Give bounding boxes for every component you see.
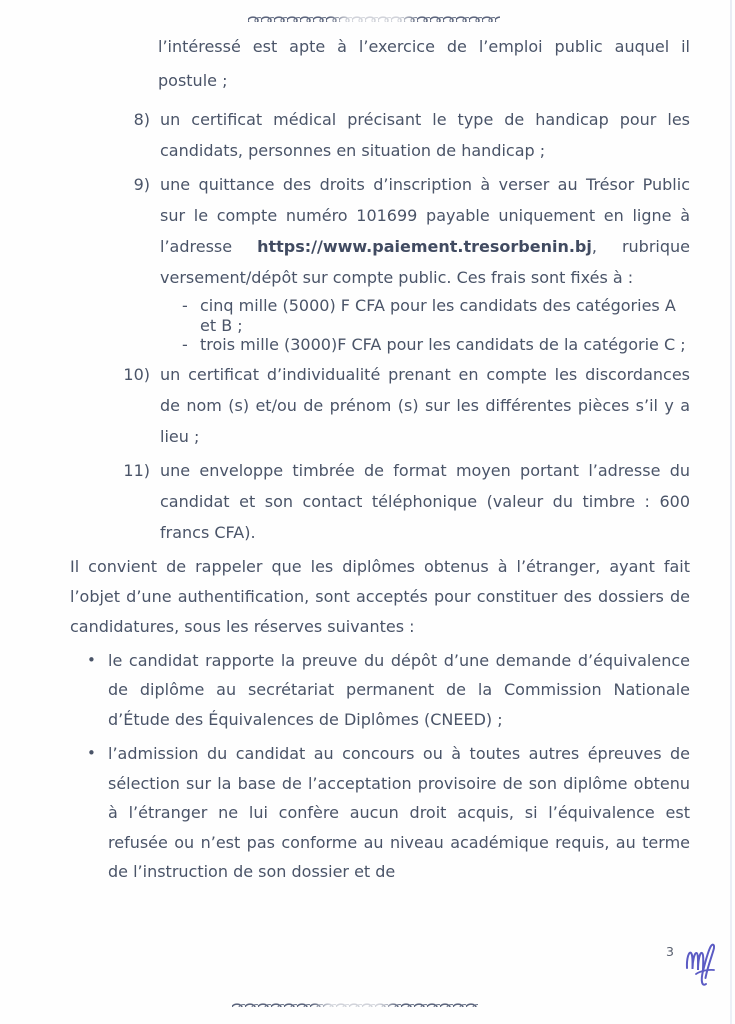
fee-subitem-text: trois mille (3000)F CFA pour les candidats de la catégorie C ; <box>200 335 686 354</box>
paragraph-continuation <box>70 30 690 98</box>
numbered-item-8 <box>70 104 690 166</box>
bullet-marker: • <box>87 650 96 669</box>
item-text-after-url: , rubrique versement/dépôt sur compte public. Ces frais sont fixés à : <box>160 237 690 287</box>
numbered-item-11 <box>70 455 690 548</box>
decorative-chain-rule-bottom <box>232 997 478 1007</box>
item-number: 8) <box>133 110 150 129</box>
bullet-text: le candidat rapporte la preuve du dépôt d’une demande d’équivalence de diplôme au secrétariat permanent de la Commission Nationale d’Étude des Équivalences de Diplômes (CNEED) ; <box>108 650 690 729</box>
bullet-item-1 <box>70 646 690 735</box>
numbered-item-9 <box>70 169 690 293</box>
item-text <box>160 169 690 293</box>
bullet-marker: • <box>87 744 96 762</box>
item-text: un certificat d’individualité prenant en compte les discordances de nom (s) et/ou de prénom (s) sur les différentes pièces s’il y a lieu ; <box>160 364 690 446</box>
page-number: 3 <box>666 944 674 959</box>
fee-subitem-text: cinq mille (5000) F CFA pour les candidats des catégories A et B ; <box>200 296 676 335</box>
dash-marker: - <box>182 296 188 315</box>
reminder-paragraph-text: Il convient de rappeler que les diplômes obtenus à l’étranger, ayant fait l’objet d’une authentification, sont acceptés pour constituer des dossiers de candidatures, sous les réserves suivantes : <box>70 556 690 636</box>
bullet-item-2 <box>70 739 690 887</box>
numbered-item-10 <box>70 359 690 452</box>
reminder-paragraph <box>70 552 690 642</box>
item-number: 10) <box>123 364 150 384</box>
document-body <box>70 30 690 892</box>
dash-marker: - <box>182 335 188 354</box>
item-text: un certificat médical précisant le type de handicap pour les candidats, personnes en situation de handicap ; <box>160 110 690 160</box>
fee-subitem-2 <box>70 335 690 355</box>
item-number: 11) <box>123 460 150 480</box>
payment-url-text: https://www.paiement.tresorbenin.bj <box>257 237 592 256</box>
fee-subitem-list <box>70 296 690 355</box>
item-number: 9) <box>133 175 150 194</box>
fee-subitem-1 <box>70 296 690 335</box>
decorative-chain-rule-top <box>248 11 500 22</box>
paragraph-continuation-text: l’intéressé est apte à l’exercice de l’emploi public auquel il postule ; <box>158 37 690 90</box>
signature-initials-icon <box>683 938 717 990</box>
item-text: une enveloppe timbrée de format moyen portant l’adresse du candidat et son contact téléphonique (valeur du timbre : 600 francs CFA). <box>160 460 690 542</box>
item-text-before-url: une quittance des droits d’inscription à verser au Trésor Public sur le compte numéro 101699 payable uniquement en ligne à l’adresse <box>160 175 690 256</box>
bullet-text: l’admission du candidat au concours ou à toutes autres épreuves de sélection sur la base de l’acceptation provisoire de son diplôme obtenu à l’étranger ne lui confère aucun droit acquis, si l’équivalence est refusée ou n’est pas conforme au niveau académique requis, au terme de l’instruction de son dossier et de <box>108 744 690 881</box>
scan-edge-artifact <box>730 0 732 1024</box>
